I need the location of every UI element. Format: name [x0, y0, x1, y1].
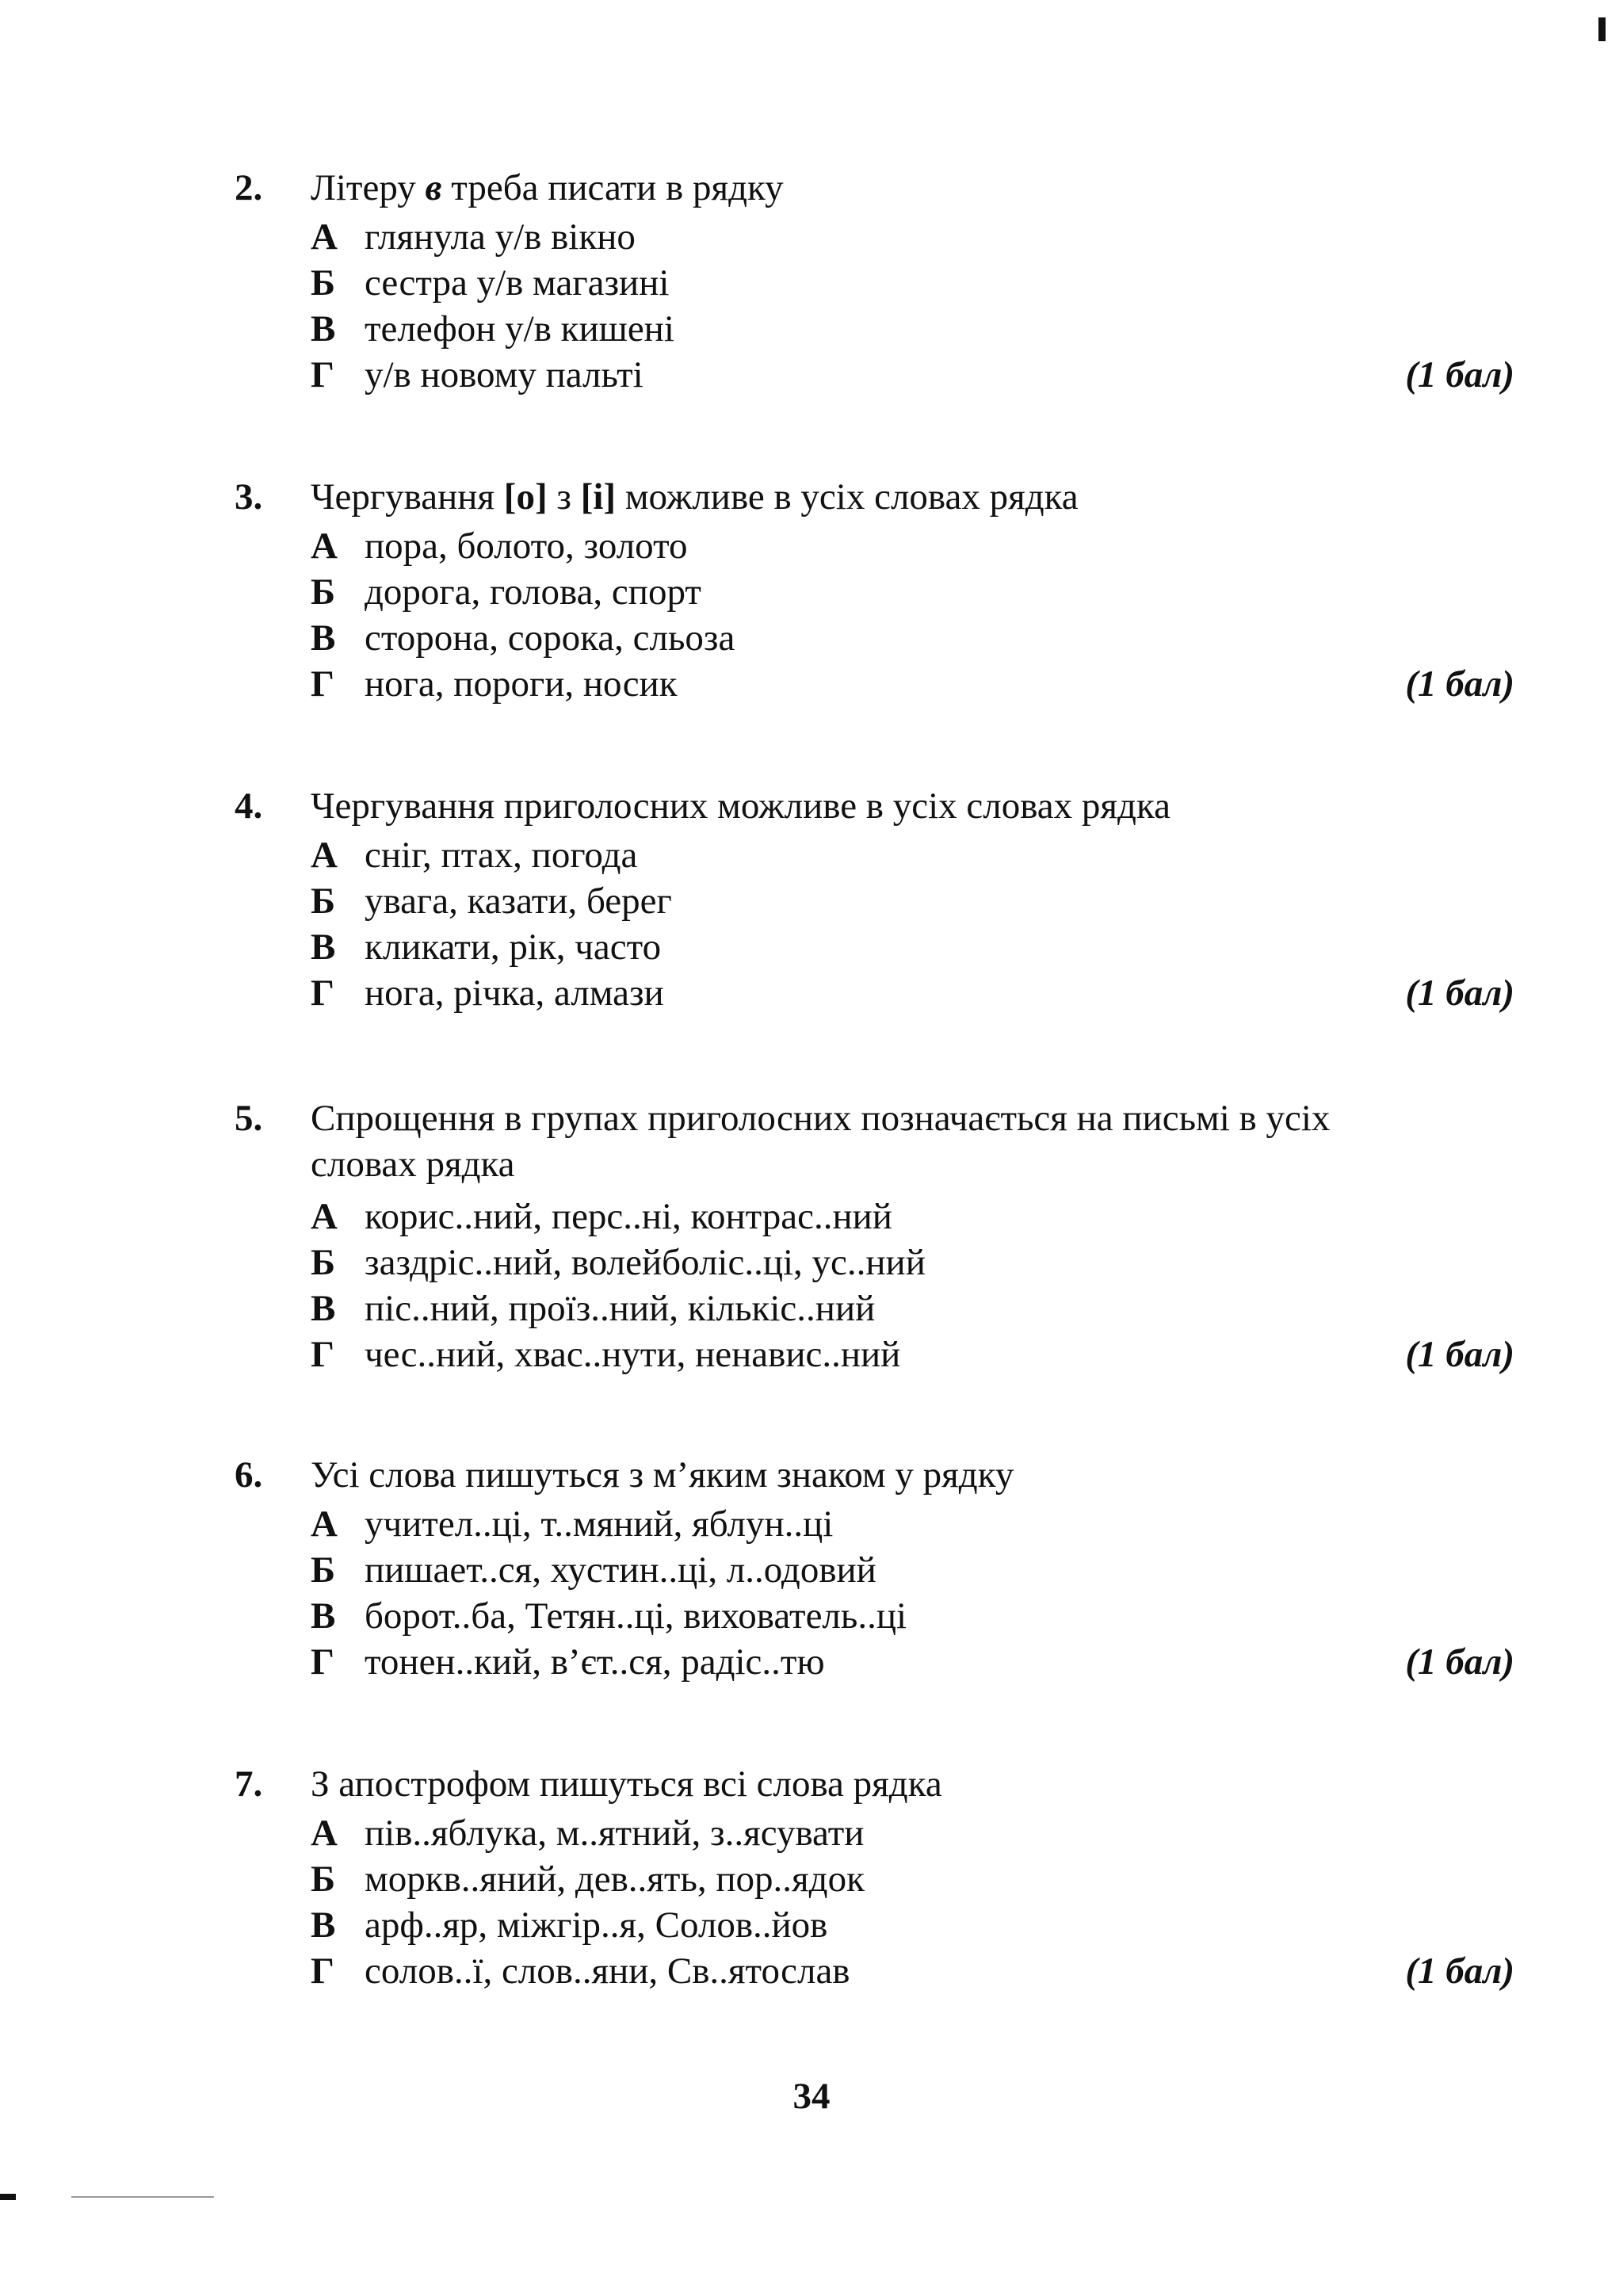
option-text: учител..ці, т..мяний, яблун..ці: [365, 1503, 834, 1545]
option-v: [311, 615, 1515, 661]
option-letter: Г: [311, 972, 334, 1014]
option-g: [311, 1948, 1515, 1994]
option-g: [311, 970, 1515, 1016]
option-v: [311, 1902, 1515, 1948]
option-letter: Г: [311, 1641, 334, 1683]
score-label: (1 бал): [1405, 1641, 1514, 1683]
option-text: сніг, птах, погода: [365, 835, 638, 876]
score-label: (1 бал): [1405, 663, 1514, 705]
options-list: [311, 1501, 1515, 1685]
option-letter: А: [311, 216, 338, 258]
option-text: телефон у/в кишені: [365, 308, 674, 350]
option-a: [311, 1501, 1515, 1547]
footer-rule: [0, 2194, 222, 2197]
option-text: нога, пороги, носик: [365, 663, 678, 705]
option-text: піс..ний, проїз..ний, кількіс..ний: [365, 1288, 876, 1329]
question-number: 4.: [235, 785, 263, 827]
option-a: [311, 832, 1515, 878]
question-number: 7.: [235, 1763, 263, 1805]
question-stem: [311, 165, 1515, 211]
option-letter: А: [311, 1503, 338, 1545]
option-b: [311, 569, 1515, 615]
option-letter: Б: [311, 571, 336, 613]
option-text: заздріс..ний, волейболіс..ці, ус..ний: [365, 1242, 926, 1283]
question-stem: [311, 474, 1515, 520]
option-letter: А: [311, 1196, 338, 1237]
option-g: [311, 1331, 1515, 1377]
option-a: [311, 214, 1515, 260]
option-a: [311, 1810, 1515, 1856]
option-text: у/в новому пальті: [365, 354, 643, 395]
options-list: [311, 1194, 1515, 1377]
option-letter: Б: [311, 881, 336, 922]
option-text: глянула у/в вікно: [365, 216, 636, 258]
option-text: чес..ний, хвас..нути, ненавис..ний: [365, 1334, 901, 1375]
question-stem: Усі слова пишуться з м’яким знаком у рядку: [311, 1454, 1014, 1496]
option-b: [311, 878, 1515, 924]
option-text: дорога, голова, спорт: [365, 571, 701, 613]
option-a: [311, 1194, 1515, 1240]
stem-part: Чергування: [311, 476, 504, 518]
stem-part: з: [547, 476, 581, 518]
option-b: [311, 1547, 1515, 1593]
option-v: [311, 924, 1515, 970]
option-letter: Б: [311, 1859, 336, 1900]
option-letter: В: [311, 308, 336, 350]
question-stem: [311, 1095, 1515, 1187]
option-letter: А: [311, 1813, 338, 1854]
option-letter: Г: [311, 1950, 334, 1992]
score-label: (1 бал): [1405, 354, 1514, 395]
option-v: [311, 306, 1515, 352]
option-text: увага, казати, берег: [365, 881, 672, 922]
question-number: 6.: [235, 1454, 263, 1496]
score-label: (1 бал): [1405, 972, 1514, 1014]
option-letter: В: [311, 1288, 336, 1329]
footer-rule-line: [71, 2196, 214, 2198]
option-letter: Б: [311, 1242, 336, 1283]
option-v: [311, 1286, 1515, 1331]
options-list: [311, 523, 1515, 707]
option-b: [311, 260, 1515, 306]
option-text: моркв..яний, дев..ять, пор..ядок: [365, 1859, 865, 1900]
option-text: кликати, рік, часто: [365, 926, 662, 968]
option-letter: Б: [311, 1549, 336, 1591]
question-stem: Чергування приголосних можливе в усіх словах рядка: [311, 785, 1170, 827]
scan-mark: [1598, 17, 1606, 41]
footer-rule-mark: [0, 2194, 16, 2200]
option-letter: А: [311, 835, 338, 876]
option-letter: Г: [311, 354, 334, 395]
option-letter: В: [311, 926, 336, 968]
option-text: сторона, сорока, сльоза: [365, 617, 735, 659]
option-letter: А: [311, 525, 338, 567]
stem-sound-i: [і]: [580, 476, 617, 518]
stem-part: можливе в усіх словах рядка: [616, 476, 1079, 518]
option-text: арф..яр, міжгір..я, Солов..йов: [365, 1904, 828, 1946]
option-text: солов..ї, слов..яни, Св..ятослав: [365, 1950, 850, 1992]
option-b: [311, 1856, 1515, 1902]
question-number: 3.: [235, 476, 263, 518]
option-letter: В: [311, 1595, 336, 1637]
options-list: [311, 1810, 1515, 1994]
option-letter: Г: [311, 663, 334, 705]
option-text: пора, болото, золото: [365, 525, 688, 567]
stem-part: Літеру: [311, 167, 426, 208]
option-letter: Б: [311, 262, 336, 304]
option-g: [311, 661, 1515, 707]
stem-line-2: словах рядка: [311, 1144, 515, 1185]
option-text: борот..ба, Тетян..ці, вихователь..ці: [365, 1595, 907, 1637]
option-b: [311, 1240, 1515, 1286]
option-g: [311, 352, 1515, 398]
question-number: 2.: [235, 167, 263, 208]
stem-sound-o: [о]: [503, 476, 548, 518]
option-text: сестра у/в магазині: [365, 262, 670, 304]
option-g: [311, 1639, 1515, 1685]
option-letter: В: [311, 1904, 336, 1946]
options-list: [311, 832, 1515, 1016]
stem-emphasis: в: [425, 167, 442, 208]
stem-line-1: Спрощення в групах приголосних позначається на письмі в усіх: [311, 1098, 1331, 1139]
option-letter: Г: [311, 1334, 334, 1375]
option-text: нога, річка, алмази: [365, 972, 664, 1014]
option-letter: В: [311, 617, 336, 659]
option-v: [311, 1593, 1515, 1639]
option-text: пів..яблука, м..ятний, з..ясувати: [365, 1813, 865, 1854]
question-stem: З апострофом пишуться всі слова рядка: [311, 1763, 942, 1805]
option-text: корис..ний, перс..ні, контрас..ний: [365, 1196, 892, 1237]
score-label: (1 бал): [1405, 1334, 1514, 1375]
page-number: 34: [792, 2076, 831, 2117]
option-a: [311, 523, 1515, 569]
option-text: пишает..ся, хустин..ці, л..одовий: [365, 1549, 876, 1591]
score-label: (1 бал): [1405, 1950, 1514, 1992]
options-list: [311, 214, 1515, 398]
question-number: 5.: [235, 1098, 263, 1139]
option-text: тонен..кий, в’єт..ся, радіс..тю: [365, 1641, 825, 1683]
stem-part: треба писати в рядку: [441, 167, 784, 208]
